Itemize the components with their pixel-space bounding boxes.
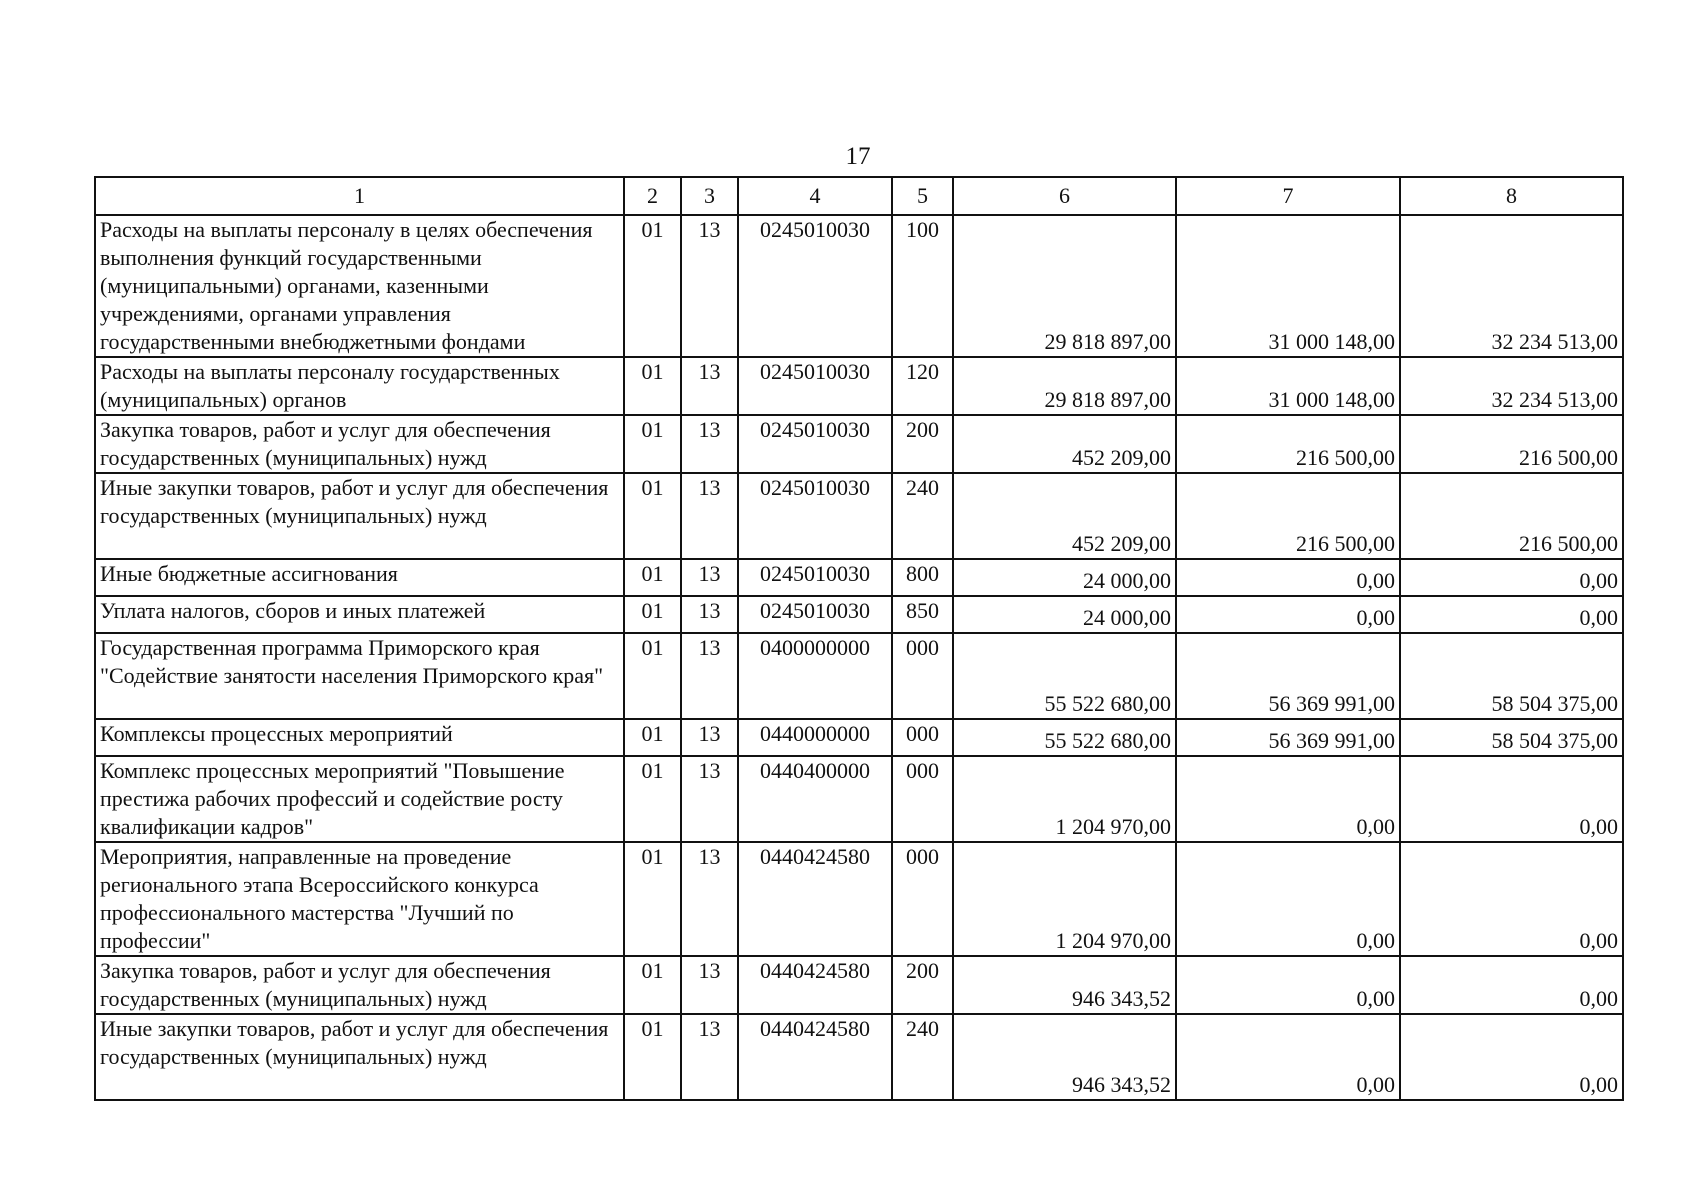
header-cell: 6 — [953, 177, 1176, 215]
row-target-code: 0245010030 — [738, 559, 892, 596]
row-amount-8: 0,00 — [1400, 756, 1623, 842]
header-cell: 5 — [892, 177, 953, 215]
row-amount-7: 0,00 — [1176, 842, 1400, 956]
row-expense-type: 850 — [892, 596, 953, 633]
row-target-code: 0245010030 — [738, 596, 892, 633]
row-name: Расходы на выплаты персоналу государственных (муниципальных) органов — [95, 357, 624, 415]
table-row — [95, 596, 1623, 633]
table-row — [95, 215, 1623, 357]
row-amount-8: 58 504 375,00 — [1400, 719, 1623, 756]
row-subsection: 13 — [681, 473, 738, 559]
row-amount-6: 55 522 680,00 — [953, 719, 1176, 756]
row-amount-7: 31 000 148,00 — [1176, 357, 1400, 415]
row-subsection: 13 — [681, 596, 738, 633]
row-amount-8: 216 500,00 — [1400, 415, 1623, 473]
row-subsection: 13 — [681, 415, 738, 473]
row-amount-7: 31 000 148,00 — [1176, 215, 1400, 357]
row-subsection: 13 — [681, 559, 738, 596]
row-target-code: 0440000000 — [738, 719, 892, 756]
row-expense-type: 100 — [892, 215, 953, 357]
row-amount-8: 216 500,00 — [1400, 473, 1623, 559]
row-subsection: 13 — [681, 956, 738, 1014]
row-target-code: 0440424580 — [738, 842, 892, 956]
row-amount-6: 452 209,00 — [953, 415, 1176, 473]
table-row — [95, 719, 1623, 756]
row-amount-8: 32 234 513,00 — [1400, 215, 1623, 357]
row-expense-type: 200 — [892, 415, 953, 473]
table-row — [95, 842, 1623, 956]
row-amount-8: 0,00 — [1400, 596, 1623, 633]
budget-table — [94, 176, 1624, 1101]
row-section: 01 — [624, 473, 681, 559]
row-subsection: 13 — [681, 1014, 738, 1100]
row-name: Иные бюджетные ассигнования — [95, 559, 624, 596]
row-amount-7: 56 369 991,00 — [1176, 719, 1400, 756]
table-row — [95, 559, 1623, 596]
row-target-code: 0440424580 — [738, 1014, 892, 1100]
row-amount-6: 452 209,00 — [953, 473, 1176, 559]
row-amount-8: 58 504 375,00 — [1400, 633, 1623, 719]
header-cell: 1 — [95, 177, 624, 215]
row-name: Комплекс процессных мероприятий "Повышение престижа рабочих профессий и содействие росту квалификации кадров" — [95, 756, 624, 842]
row-name: Иные закупки товаров, работ и услуг для обеспечения государственных (муниципальных) нужд — [95, 1014, 624, 1100]
row-amount-6: 946 343,52 — [953, 1014, 1176, 1100]
page-number: 17 — [845, 143, 871, 170]
row-expense-type: 240 — [892, 1014, 953, 1100]
row-expense-type: 000 — [892, 633, 953, 719]
row-section: 01 — [624, 1014, 681, 1100]
row-name: Мероприятия, направленные на проведение регионального этапа Всероссийского конкурса профессионального мастерства "Лучший по профессии" — [95, 842, 624, 956]
row-amount-7: 0,00 — [1176, 559, 1400, 596]
row-subsection: 13 — [681, 357, 738, 415]
row-subsection: 13 — [681, 215, 738, 357]
row-amount-6: 55 522 680,00 — [953, 633, 1176, 719]
row-amount-7: 0,00 — [1176, 1014, 1400, 1100]
row-amount-6: 29 818 897,00 — [953, 357, 1176, 415]
row-amount-7: 216 500,00 — [1176, 473, 1400, 559]
row-subsection: 13 — [681, 633, 738, 719]
table-row — [95, 473, 1623, 559]
row-target-code: 0245010030 — [738, 415, 892, 473]
row-expense-type: 000 — [892, 842, 953, 956]
header-cell: 8 — [1400, 177, 1623, 215]
header-cell: 4 — [738, 177, 892, 215]
row-expense-type: 240 — [892, 473, 953, 559]
row-target-code: 0440400000 — [738, 756, 892, 842]
row-expense-type: 800 — [892, 559, 953, 596]
row-section: 01 — [624, 559, 681, 596]
row-section: 01 — [624, 956, 681, 1014]
row-section: 01 — [624, 357, 681, 415]
row-name: Иные закупки товаров, работ и услуг для обеспечения государственных (муниципальных) нужд — [95, 473, 624, 559]
table-header-row — [95, 177, 1623, 215]
row-expense-type: 000 — [892, 756, 953, 842]
row-amount-7: 0,00 — [1176, 756, 1400, 842]
row-subsection: 13 — [681, 756, 738, 842]
row-target-code: 0245010030 — [738, 215, 892, 357]
header-cell: 7 — [1176, 177, 1400, 215]
row-target-code: 0440424580 — [738, 956, 892, 1014]
row-expense-type: 000 — [892, 719, 953, 756]
row-amount-7: 0,00 — [1176, 596, 1400, 633]
table-row — [95, 415, 1623, 473]
row-amount-6: 946 343,52 — [953, 956, 1176, 1014]
row-amount-8: 0,00 — [1400, 559, 1623, 596]
row-amount-6: 24 000,00 — [953, 559, 1176, 596]
row-section: 01 — [624, 719, 681, 756]
header-cell: 3 — [681, 177, 738, 215]
row-expense-type: 200 — [892, 956, 953, 1014]
row-subsection: 13 — [681, 719, 738, 756]
row-section: 01 — [624, 415, 681, 473]
header-cell: 2 — [624, 177, 681, 215]
row-amount-8: 0,00 — [1400, 842, 1623, 956]
row-amount-8: 32 234 513,00 — [1400, 357, 1623, 415]
row-section: 01 — [624, 756, 681, 842]
row-name: Уплата налогов, сборов и иных платежей — [95, 596, 624, 633]
row-name: Закупка товаров, работ и услуг для обеспечения государственных (муниципальных) нужд — [95, 415, 624, 473]
row-amount-6: 29 818 897,00 — [953, 215, 1176, 357]
table-row — [95, 357, 1623, 415]
row-name: Закупка товаров, работ и услуг для обеспечения государственных (муниципальных) нужд — [95, 956, 624, 1014]
table-row — [95, 633, 1623, 719]
table-row — [95, 756, 1623, 842]
row-amount-7: 56 369 991,00 — [1176, 633, 1400, 719]
table-row — [95, 956, 1623, 1014]
row-amount-7: 216 500,00 — [1176, 415, 1400, 473]
row-name: Комплексы процессных мероприятий — [95, 719, 624, 756]
row-section: 01 — [624, 215, 681, 357]
row-expense-type: 120 — [892, 357, 953, 415]
row-target-code: 0400000000 — [738, 633, 892, 719]
row-section: 01 — [624, 596, 681, 633]
row-subsection: 13 — [681, 842, 738, 956]
row-name: Расходы на выплаты персоналу в целях обеспечения выполнения функций государственными (муниципальными) органами, казенными учреждениями, органами управления государственными внебюджетными фондами — [95, 215, 624, 357]
row-amount-6: 24 000,00 — [953, 596, 1176, 633]
row-name: Государственная программа Приморского края "Содействие занятости населения Приморского края" — [95, 633, 624, 719]
row-section: 01 — [624, 842, 681, 956]
row-section: 01 — [624, 633, 681, 719]
row-amount-6: 1 204 970,00 — [953, 842, 1176, 956]
table-row — [95, 1014, 1623, 1100]
row-target-code: 0245010030 — [738, 357, 892, 415]
row-amount-8: 0,00 — [1400, 956, 1623, 1014]
row-amount-6: 1 204 970,00 — [953, 756, 1176, 842]
row-amount-7: 0,00 — [1176, 956, 1400, 1014]
row-amount-8: 0,00 — [1400, 1014, 1623, 1100]
row-target-code: 0245010030 — [738, 473, 892, 559]
